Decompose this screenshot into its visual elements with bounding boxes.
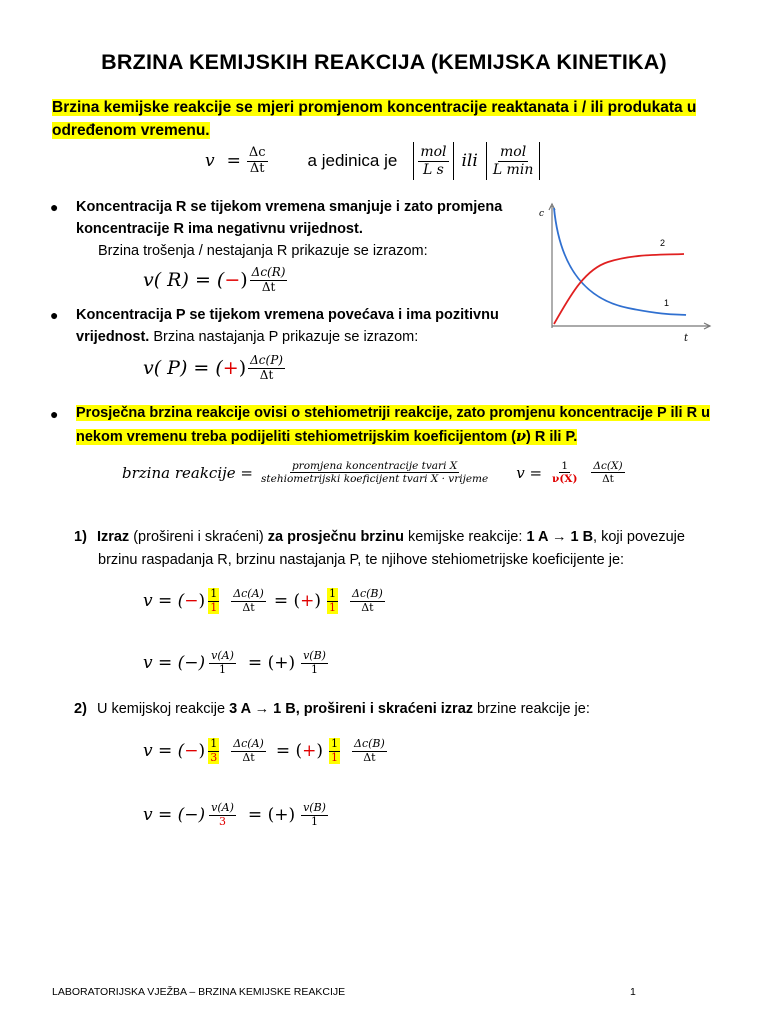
formula-2a <box>143 738 387 764</box>
formula-v-r <box>143 266 287 295</box>
item-1-number: 1) <box>74 529 87 545</box>
f1a-c1: ) <box>198 591 206 612</box>
f2a-s2: + <box>302 741 317 762</box>
ili-text: ili <box>461 151 478 171</box>
bullet-3-line-2a: nekom vremenu treba podijeliti stehiometrijskim koeficijentom ( <box>76 429 516 445</box>
item-1-line-2: brzinu raspadanja R, brzinu nastajanja P, te njihove stehiometrijske koeficijente je: <box>98 552 625 568</box>
f1b-mid: = (+) <box>247 653 296 674</box>
vp-sign: + <box>222 357 239 380</box>
f2a-db: Δc(B) <box>354 737 385 750</box>
f1a-db: Δc(B) <box>352 587 383 600</box>
formula-v-p <box>143 354 285 383</box>
x-axis-label: t <box>684 333 689 344</box>
bullet-1-text <box>76 196 516 262</box>
formula-v: v <box>205 151 215 171</box>
page-number: 1 <box>630 986 636 998</box>
f1b-n2: v(B) <box>303 649 326 662</box>
vp-num: Δc(P) <box>250 353 283 367</box>
general-num: promjena koncentracije tvari X <box>291 460 458 472</box>
curve-2-label: 2 <box>660 238 666 248</box>
f1a-da: Δc(A) <box>233 587 264 600</box>
bullet-1-line-1: Koncentracija R se tijekom vremena smanjuje i zato promjena <box>76 199 503 215</box>
rate-definition-formula <box>205 142 540 180</box>
item-2-t3: brzine reakcije je: <box>473 701 590 717</box>
general-den: stehiometrijski koeficijent tvari X · vrijeme <box>261 473 489 486</box>
f2a-dt: Δt <box>242 750 255 764</box>
bullet-2-text <box>76 304 516 348</box>
f2a-mid: = ( <box>275 741 303 762</box>
f1b-d2: 1 <box>311 662 319 676</box>
unit-bracket-2 <box>486 142 541 180</box>
item-1-t3: za prosječnu brzinu <box>267 529 404 545</box>
unit1-num: mol <box>420 144 447 161</box>
vr-num: Δc(R) <box>251 265 286 279</box>
f1a-dt2: Δt <box>361 600 374 614</box>
f2a-c2: ) <box>316 741 323 762</box>
curve-1-label: 1 <box>664 298 670 308</box>
f1a-lhs: v = ( <box>143 591 185 612</box>
vp-den: Δt <box>259 367 274 382</box>
item-1-t2: (prošireni i skraćeni) <box>129 529 268 545</box>
unit1-den: L s <box>422 161 444 178</box>
bullet-dot: ● <box>50 307 59 323</box>
bullet-dot: ● <box>50 199 59 215</box>
bullet-2-line-2-bold: vrijednost. <box>76 329 150 345</box>
f2b-d2: 1 <box>311 814 319 828</box>
f1b-lhs: v = (−) <box>143 653 206 674</box>
general-dt: Δt <box>602 473 614 486</box>
vr-close: ) <box>240 269 248 292</box>
f2a-c1: ) <box>198 741 206 762</box>
vp-close: ) <box>238 357 247 380</box>
item-2-text <box>74 698 734 721</box>
frac-num: Δc <box>248 144 266 160</box>
unit2-num: mol <box>499 144 527 161</box>
item-2-number: 2) <box>74 701 87 717</box>
item-1-text <box>74 526 734 572</box>
f1a-s1: − <box>184 591 199 612</box>
f2a-da: Δc(A) <box>233 737 264 750</box>
item-1-t5: 1 A → 1 B <box>526 529 594 545</box>
general-one: 1 <box>561 460 569 472</box>
f2a-d2: 1 <box>331 750 338 764</box>
f1a-c2: ) <box>314 591 321 612</box>
page-title: BRZINA KEMIJSKIH REAKCIJA (KEMIJSKA KINETIKA) <box>101 50 667 74</box>
bullet-dot: ● <box>50 406 59 422</box>
f1a-d1: 1 <box>210 600 218 614</box>
f2a-n2: 1 <box>331 737 338 750</box>
general-rate-formula <box>122 460 625 485</box>
f1b-n1: v(A) <box>211 649 234 662</box>
f2b-mid: = (+) <box>247 805 296 826</box>
f2a-s1: − <box>184 741 199 762</box>
vr-lhs: v( R) = ( <box>143 269 225 292</box>
concentration-time-graph <box>538 200 718 345</box>
vr-den: Δt <box>261 279 276 294</box>
delta-c-over-delta-t <box>247 146 268 177</box>
formula-2b <box>143 802 328 828</box>
vp-lhs: v( P) = ( <box>143 357 223 380</box>
f1a-s2: + <box>300 591 315 612</box>
f1b-d1: 1 <box>219 662 227 676</box>
unit-bracket-1 <box>413 142 453 180</box>
bullet-1-line-3: Brzina trošenja / nestajanja R prikazuje se izrazom: <box>98 243 428 259</box>
f2a-d1: 3 <box>210 750 218 764</box>
y-axis-label: c <box>539 209 545 219</box>
vr-sign: − <box>224 269 241 292</box>
f2a-dt2: Δt <box>363 750 376 764</box>
general-v: v = <box>516 463 543 482</box>
unit-text: a jedinica je <box>307 151 398 170</box>
bullet-3-text <box>76 402 756 449</box>
f2a-n1: 1 <box>210 737 218 750</box>
item-2-t1: U kemijskoj reakcije <box>96 701 230 717</box>
f2b-n2: v(B) <box>303 801 326 814</box>
f2b-lhs: v = (−) <box>143 805 206 826</box>
intro-definition <box>52 96 732 142</box>
f1a-dt: Δt <box>242 600 255 614</box>
f2b-n1: v(A) <box>211 801 234 814</box>
frac-den: Δt <box>249 160 265 176</box>
bullet-1-line-2: koncentracije R ima negativnu vrijednost. <box>76 221 363 237</box>
bullet-3-line-2b: ) R ili P. <box>526 429 578 445</box>
f2b-d1: 3 <box>219 814 227 828</box>
item-1-t1: Izraz <box>96 529 130 545</box>
bullet-2-line-1: Koncentracija P se tijekom vremena povećava i ima pozitivnu <box>76 307 499 323</box>
f1a-d2: 1 <box>329 600 336 614</box>
nu-symbol: ν <box>515 428 527 445</box>
formula-1a <box>143 588 385 614</box>
formula-eq: = <box>226 151 241 171</box>
intro-line-1: Brzina kemijske reakcije se mjeri promjenom koncentracije reaktanata i / ili produkata u <box>52 99 697 116</box>
bullet-2-line-2-rest: Brzina nastajanja P prikazuje se izrazom: <box>149 329 419 345</box>
footer-title: LABORATORIJSKA VJEŽBA – BRZINA KEMIJSKE REAKCIJE <box>52 986 346 998</box>
f1a-mid: = ( <box>273 591 301 612</box>
formula-1b <box>143 650 328 676</box>
bullet-3-line-1: Prosječna brzina reakcije ovisi o stehiometriji reakcije, zato promjenu koncentracije P ili R u <box>76 405 710 421</box>
general-nux: ν(X) <box>552 473 578 486</box>
f1a-n1: 1 <box>210 587 218 600</box>
f1a-n2: 1 <box>329 587 336 600</box>
item-2-t2: 3 A → 1 B, prošireni i skraćeni izraz <box>229 701 474 717</box>
item-1-t4: kemijske reakcije: <box>403 529 527 545</box>
unit2-den: L min <box>492 161 534 178</box>
f2a-lhs: v = ( <box>143 741 185 762</box>
general-dc: Δc(X) <box>593 460 623 472</box>
item-1-t6: , koji povezuje <box>593 529 685 545</box>
general-lhs: brzina reakcije = <box>122 463 253 482</box>
intro-line-2: određenom vremenu. <box>52 122 210 139</box>
